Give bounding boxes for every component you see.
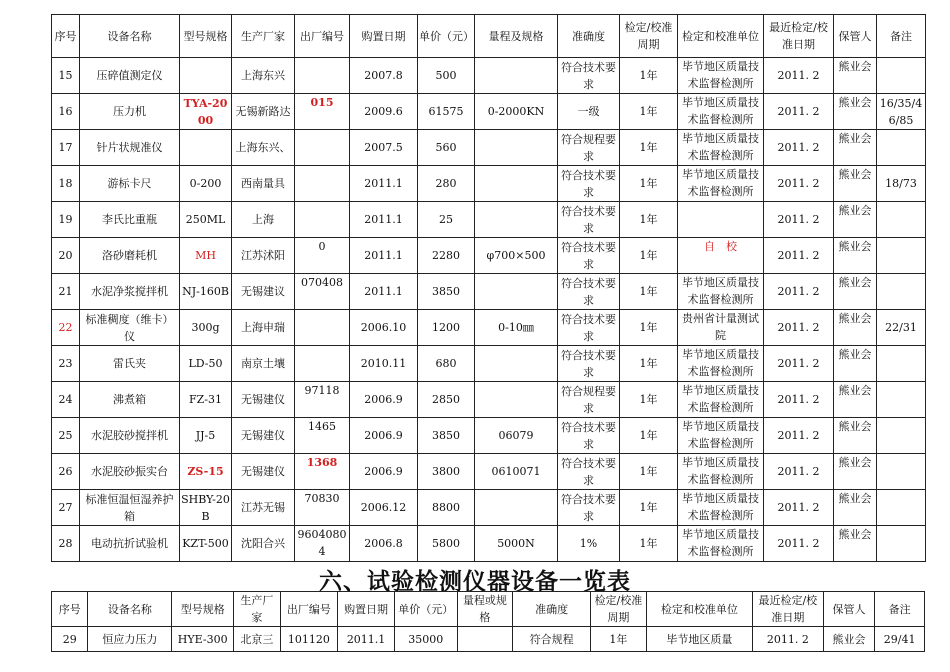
- custodian: 熊业会: [834, 490, 877, 526]
- table-row: [52, 627, 925, 652]
- last-calibration-date: 2011. 2: [764, 346, 834, 382]
- unit-price: 25: [418, 202, 475, 238]
- row-number: 16: [52, 94, 80, 130]
- last-calibration-date: 2011. 2: [764, 202, 834, 238]
- serial-number: 0: [295, 238, 350, 274]
- row-number: 15: [52, 58, 80, 94]
- unit-price: 3850: [418, 274, 475, 310]
- accuracy: 符合规程要求: [558, 130, 620, 166]
- header-cell: 型号规格: [172, 592, 234, 627]
- range-spec: [475, 202, 558, 238]
- model-spec: 0-200: [180, 166, 232, 202]
- unit-price: 35000: [394, 627, 457, 652]
- table-row: [52, 130, 926, 166]
- unit-price: 2280: [418, 238, 475, 274]
- range-spec: 0610071: [475, 454, 558, 490]
- range-spec: 5000N: [475, 526, 558, 562]
- manufacturer: 无锡建仪: [232, 382, 295, 418]
- table-row: [52, 58, 926, 94]
- custodian: 熊业会: [834, 454, 877, 490]
- table-row: [52, 202, 926, 238]
- manufacturer: 无锡建仪: [232, 418, 295, 454]
- purchase-date: 2011.1: [350, 166, 418, 202]
- calibration-period: 1年: [591, 627, 647, 652]
- calibration-period: 1年: [620, 202, 678, 238]
- accuracy: 一级: [558, 94, 620, 130]
- calibration-period: 1年: [620, 238, 678, 274]
- header-cell: 生产厂家: [234, 592, 281, 627]
- model-spec: JJ-5: [180, 418, 232, 454]
- header-cell: 备注: [875, 592, 925, 627]
- header-cell: 设备名称: [80, 15, 180, 58]
- accuracy: 符合技术要求: [558, 418, 620, 454]
- range-spec: 0-10㎜: [475, 310, 558, 346]
- serial-number: [295, 166, 350, 202]
- calibration-unit: 毕节地区质量技术监督检测所: [678, 346, 764, 382]
- manufacturer: 上海申瑞: [232, 310, 295, 346]
- manufacturer: 南京土壤: [232, 346, 295, 382]
- remark: [877, 382, 926, 418]
- header-cell: 出厂编号: [280, 592, 338, 627]
- model-spec: TYA-2000: [180, 94, 232, 130]
- purchase-date: 2011.1: [350, 202, 418, 238]
- header-cell: 保管人: [823, 592, 875, 627]
- last-calibration-date: 2011. 2: [764, 454, 834, 490]
- remark: 16/35/46/85: [877, 94, 926, 130]
- purchase-date: 2009.6: [350, 94, 418, 130]
- manufacturer: 江苏无锡: [232, 490, 295, 526]
- table-row: [52, 526, 926, 562]
- accuracy: 符合技术要求: [558, 454, 620, 490]
- purchase-date: 2011.1: [350, 238, 418, 274]
- equipment-name: 电动抗折试验机: [80, 526, 180, 562]
- row-number: 20: [52, 238, 80, 274]
- last-calibration-date: 2011. 2: [764, 526, 834, 562]
- calibration-unit: 毕节地区质量技术监督检测所: [678, 58, 764, 94]
- accuracy: 符合技术要求: [558, 310, 620, 346]
- row-number: 26: [52, 454, 80, 490]
- serial-number: [295, 202, 350, 238]
- unit-price: 2850: [418, 382, 475, 418]
- table-row: [52, 238, 926, 274]
- manufacturer: 沈阳合兴: [232, 526, 295, 562]
- range-spec: [457, 627, 513, 652]
- serial-number: [295, 58, 350, 94]
- equipment-name: 水泥胶砂搅拌机: [80, 418, 180, 454]
- unit-price: 280: [418, 166, 475, 202]
- row-number: 17: [52, 130, 80, 166]
- header-cell: 保管人: [834, 15, 877, 58]
- row-number: 25: [52, 418, 80, 454]
- calibration-period: 1年: [620, 382, 678, 418]
- serial-number: 97118: [295, 382, 350, 418]
- remark: [877, 490, 926, 526]
- header-cell: 单价（元）: [394, 592, 457, 627]
- purchase-date: 2006.12: [350, 490, 418, 526]
- accuracy: 符合规程: [513, 627, 591, 652]
- last-calibration-date: 2011. 2: [764, 130, 834, 166]
- calibration-period: 1年: [620, 130, 678, 166]
- model-spec: [180, 130, 232, 166]
- model-spec: NJ-160B: [180, 274, 232, 310]
- last-calibration-date: 2011. 2: [764, 382, 834, 418]
- last-calibration-date: 2011. 2: [764, 166, 834, 202]
- remark: [877, 130, 926, 166]
- equipment-name: 压力机: [80, 94, 180, 130]
- header-cell: 序号: [52, 15, 80, 58]
- purchase-date: 2006.9: [350, 454, 418, 490]
- equipment-name: 洛砂磨耗机: [80, 238, 180, 274]
- calibration-period: 1年: [620, 346, 678, 382]
- table-row: [52, 382, 926, 418]
- row-number: 18: [52, 166, 80, 202]
- last-calibration-date: 2011. 2: [764, 310, 834, 346]
- calibration-period: 1年: [620, 454, 678, 490]
- equipment-name: 游标卡尺: [80, 166, 180, 202]
- calibration-unit: 毕节地区质量技术监督检测所: [678, 490, 764, 526]
- accuracy: 符合技术要求: [558, 202, 620, 238]
- custodian: 熊业会: [834, 166, 877, 202]
- custodian: 熊业会: [834, 130, 877, 166]
- manufacturer: 江苏沭阳: [232, 238, 295, 274]
- header-cell: 购置日期: [350, 15, 418, 58]
- equipment-name: 标准稠度（维卡）仪: [80, 310, 180, 346]
- model-spec: LD-50: [180, 346, 232, 382]
- table-row: [52, 166, 926, 202]
- purchase-date: 2006.10: [350, 310, 418, 346]
- header-cell: 量程及规格: [475, 15, 558, 58]
- header-cell: 检定/校准周期: [620, 15, 678, 58]
- equipment-name: 雷氏夹: [80, 346, 180, 382]
- last-calibration-date: 2011. 2: [764, 94, 834, 130]
- accuracy: 符合技术要求: [558, 490, 620, 526]
- header-cell: 最近检定/校准日期: [752, 592, 823, 627]
- row-number: 23: [52, 346, 80, 382]
- last-calibration-date: 2011. 2: [764, 58, 834, 94]
- calibration-unit: 毕节地区质量技术监督检测所: [678, 274, 764, 310]
- row-number: 28: [52, 526, 80, 562]
- header-cell: 准确度: [558, 15, 620, 58]
- manufacturer: 上海: [232, 202, 295, 238]
- purchase-date: 2007.5: [350, 130, 418, 166]
- purchase-date: 2011.1: [338, 627, 395, 652]
- header-cell: 备注: [877, 15, 926, 58]
- last-calibration-date: 2011. 2: [764, 238, 834, 274]
- calibration-unit: [678, 202, 764, 238]
- serial-number: 70830: [295, 490, 350, 526]
- table-row: [52, 274, 926, 310]
- table-row: [52, 346, 926, 382]
- calibration-period: 1年: [620, 58, 678, 94]
- calibration-unit: 毕节地区质量技术监督检测所: [678, 166, 764, 202]
- calibration-period: 1年: [620, 418, 678, 454]
- model-spec: [180, 58, 232, 94]
- header-cell: 检定和校准单位: [646, 592, 752, 627]
- remark: [877, 454, 926, 490]
- equipment-name: 水泥胶砂振实台: [80, 454, 180, 490]
- unit-price: 680: [418, 346, 475, 382]
- custodian: 熊业会: [834, 94, 877, 130]
- custodian: 熊业会: [834, 310, 877, 346]
- unit-price: 3800: [418, 454, 475, 490]
- calibration-unit: 毕节地区质量技术监督检测所: [678, 382, 764, 418]
- last-calibration-date: 2011. 2: [764, 274, 834, 310]
- last-calibration-date: 2011. 2: [764, 418, 834, 454]
- accuracy: 1%: [558, 526, 620, 562]
- accuracy: 符合规程要求: [558, 382, 620, 418]
- range-spec: [475, 274, 558, 310]
- manufacturer: 北京三: [234, 627, 281, 652]
- serial-number: 070408: [295, 274, 350, 310]
- equipment-table: [51, 14, 926, 562]
- model-spec: MH: [180, 238, 232, 274]
- unit-price: 8800: [418, 490, 475, 526]
- header-cell: 序号: [52, 592, 88, 627]
- remark: [877, 58, 926, 94]
- serial-number: [295, 346, 350, 382]
- row-number: 27: [52, 490, 80, 526]
- purchase-date: 2006.9: [350, 418, 418, 454]
- remark: [877, 526, 926, 562]
- range-spec: [475, 130, 558, 166]
- table-row: [52, 418, 926, 454]
- purchase-date: 2011.1: [350, 274, 418, 310]
- header-cell: 购置日期: [338, 592, 395, 627]
- calibration-period: 1年: [620, 166, 678, 202]
- custodian: 熊业会: [834, 238, 877, 274]
- manufacturer: 上海东兴、: [232, 130, 295, 166]
- range-spec: [475, 490, 558, 526]
- table-row: [52, 310, 926, 346]
- range-spec: [475, 382, 558, 418]
- purchase-date: 2010.11: [350, 346, 418, 382]
- manufacturer: 西南量具: [232, 166, 295, 202]
- range-spec: [475, 166, 558, 202]
- calibration-period: 1年: [620, 526, 678, 562]
- accuracy: 符合技术要求: [558, 58, 620, 94]
- equipment-name: 水泥净浆搅拌机: [80, 274, 180, 310]
- last-calibration-date: 2011. 2: [752, 627, 823, 652]
- header-cell: 单价（元）: [418, 15, 475, 58]
- model-spec: ZS-15: [180, 454, 232, 490]
- range-spec: φ700×500: [475, 238, 558, 274]
- row-number: 21: [52, 274, 80, 310]
- calibration-unit: 贵州省计量测试院: [678, 310, 764, 346]
- table-row: [52, 94, 926, 130]
- range-spec: [475, 346, 558, 382]
- model-spec: 300g: [180, 310, 232, 346]
- remark: [877, 274, 926, 310]
- custodian: 熊业会: [834, 526, 877, 562]
- accuracy: 符合技术要求: [558, 166, 620, 202]
- range-spec: 06079: [475, 418, 558, 454]
- header-cell: 准确度: [513, 592, 591, 627]
- calibration-period: 1年: [620, 490, 678, 526]
- purchase-date: 2006.9: [350, 382, 418, 418]
- section-title: 六、试验检测仪器设备一览表: [319, 568, 631, 595]
- custodian: 熊业会: [834, 346, 877, 382]
- unit-price: 500: [418, 58, 475, 94]
- row-number: 22: [52, 310, 80, 346]
- calibration-unit: 毕节地区质量技术监督检测所: [678, 94, 764, 130]
- model-spec: FZ-31: [180, 382, 232, 418]
- manufacturer: 无锡建议: [232, 274, 295, 310]
- calibration-period: 1年: [620, 274, 678, 310]
- manufacturer: 上海东兴: [232, 58, 295, 94]
- custodian: 熊业会: [823, 627, 875, 652]
- calibration-period: 1年: [620, 310, 678, 346]
- accuracy: 符合技术要求: [558, 274, 620, 310]
- serial-number: 015: [295, 94, 350, 130]
- purchase-date: 2006.8: [350, 526, 418, 562]
- serial-number: [295, 310, 350, 346]
- unit-price: 61575: [418, 94, 475, 130]
- table-row: [52, 454, 926, 490]
- range-spec: 0-2000KN: [475, 94, 558, 130]
- header-cell: 检定/校准周期: [591, 592, 647, 627]
- table-header-row: [52, 15, 926, 58]
- remark: [877, 238, 926, 274]
- serial-number: 96040804: [295, 526, 350, 562]
- equipment-name: 李氏比重瓶: [80, 202, 180, 238]
- serial-number: [295, 130, 350, 166]
- equipment-name: 恒应力压力: [88, 627, 172, 652]
- header-cell: 生产厂家: [232, 15, 295, 58]
- manufacturer: 无锡新路达: [232, 94, 295, 130]
- model-spec: HYE-300: [172, 627, 234, 652]
- calibration-unit: 毕节地区质量技术监督检测所: [678, 130, 764, 166]
- custodian: 熊业会: [834, 274, 877, 310]
- unit-price: 5800: [418, 526, 475, 562]
- header-cell: 量程或规格: [457, 592, 513, 627]
- custodian: 熊业会: [834, 202, 877, 238]
- equipment-name: 压碎值测定仪: [80, 58, 180, 94]
- remark: [877, 346, 926, 382]
- equipment-name: 沸煮箱: [80, 382, 180, 418]
- header-cell: 检定和校准单位: [678, 15, 764, 58]
- model-spec: KZT-500: [180, 526, 232, 562]
- custodian: 熊业会: [834, 418, 877, 454]
- remark: 18/73: [877, 166, 926, 202]
- last-calibration-date: 2011. 2: [764, 490, 834, 526]
- remark: [877, 202, 926, 238]
- serial-number: 1465: [295, 418, 350, 454]
- model-spec: 250ML: [180, 202, 232, 238]
- custodian: 熊业会: [834, 382, 877, 418]
- calibration-period: 1年: [620, 94, 678, 130]
- accuracy: 符合技术要求: [558, 346, 620, 382]
- remark: 29/41: [875, 627, 925, 652]
- table-row: [52, 490, 926, 526]
- table-header-row: [52, 592, 925, 627]
- calibration-unit: 毕节地区质量: [646, 627, 752, 652]
- unit-price: 560: [418, 130, 475, 166]
- purchase-date: 2007.8: [350, 58, 418, 94]
- row-number: 19: [52, 202, 80, 238]
- equipment-name: 标准恒温恒湿养护箱: [80, 490, 180, 526]
- header-cell: 出厂编号: [295, 15, 350, 58]
- row-number: 24: [52, 382, 80, 418]
- remark: 22/31: [877, 310, 926, 346]
- unit-price: 3850: [418, 418, 475, 454]
- equipment-table-continued: [51, 591, 925, 652]
- serial-number: 1368: [295, 454, 350, 490]
- header-cell: 最近检定/校准日期: [764, 15, 834, 58]
- calibration-unit: 毕节地区质量技术监督检测所: [678, 454, 764, 490]
- accuracy: 符合技术要求: [558, 238, 620, 274]
- equipment-name: 针片状规准仪: [80, 130, 180, 166]
- header-cell: 设备名称: [88, 592, 172, 627]
- model-spec: SHBY-20B: [180, 490, 232, 526]
- remark: [877, 418, 926, 454]
- calibration-unit: 自 校: [678, 238, 764, 274]
- unit-price: 1200: [418, 310, 475, 346]
- calibration-unit: 毕节地区质量技术监督检测所: [678, 526, 764, 562]
- serial-number: 101120: [280, 627, 338, 652]
- row-number: 29: [52, 627, 88, 652]
- header-cell: 型号规格: [180, 15, 232, 58]
- manufacturer: 无锡建仪: [232, 454, 295, 490]
- custodian: 熊业会: [834, 58, 877, 94]
- calibration-unit: 毕节地区质量技术监督检测所: [678, 418, 764, 454]
- range-spec: [475, 58, 558, 94]
